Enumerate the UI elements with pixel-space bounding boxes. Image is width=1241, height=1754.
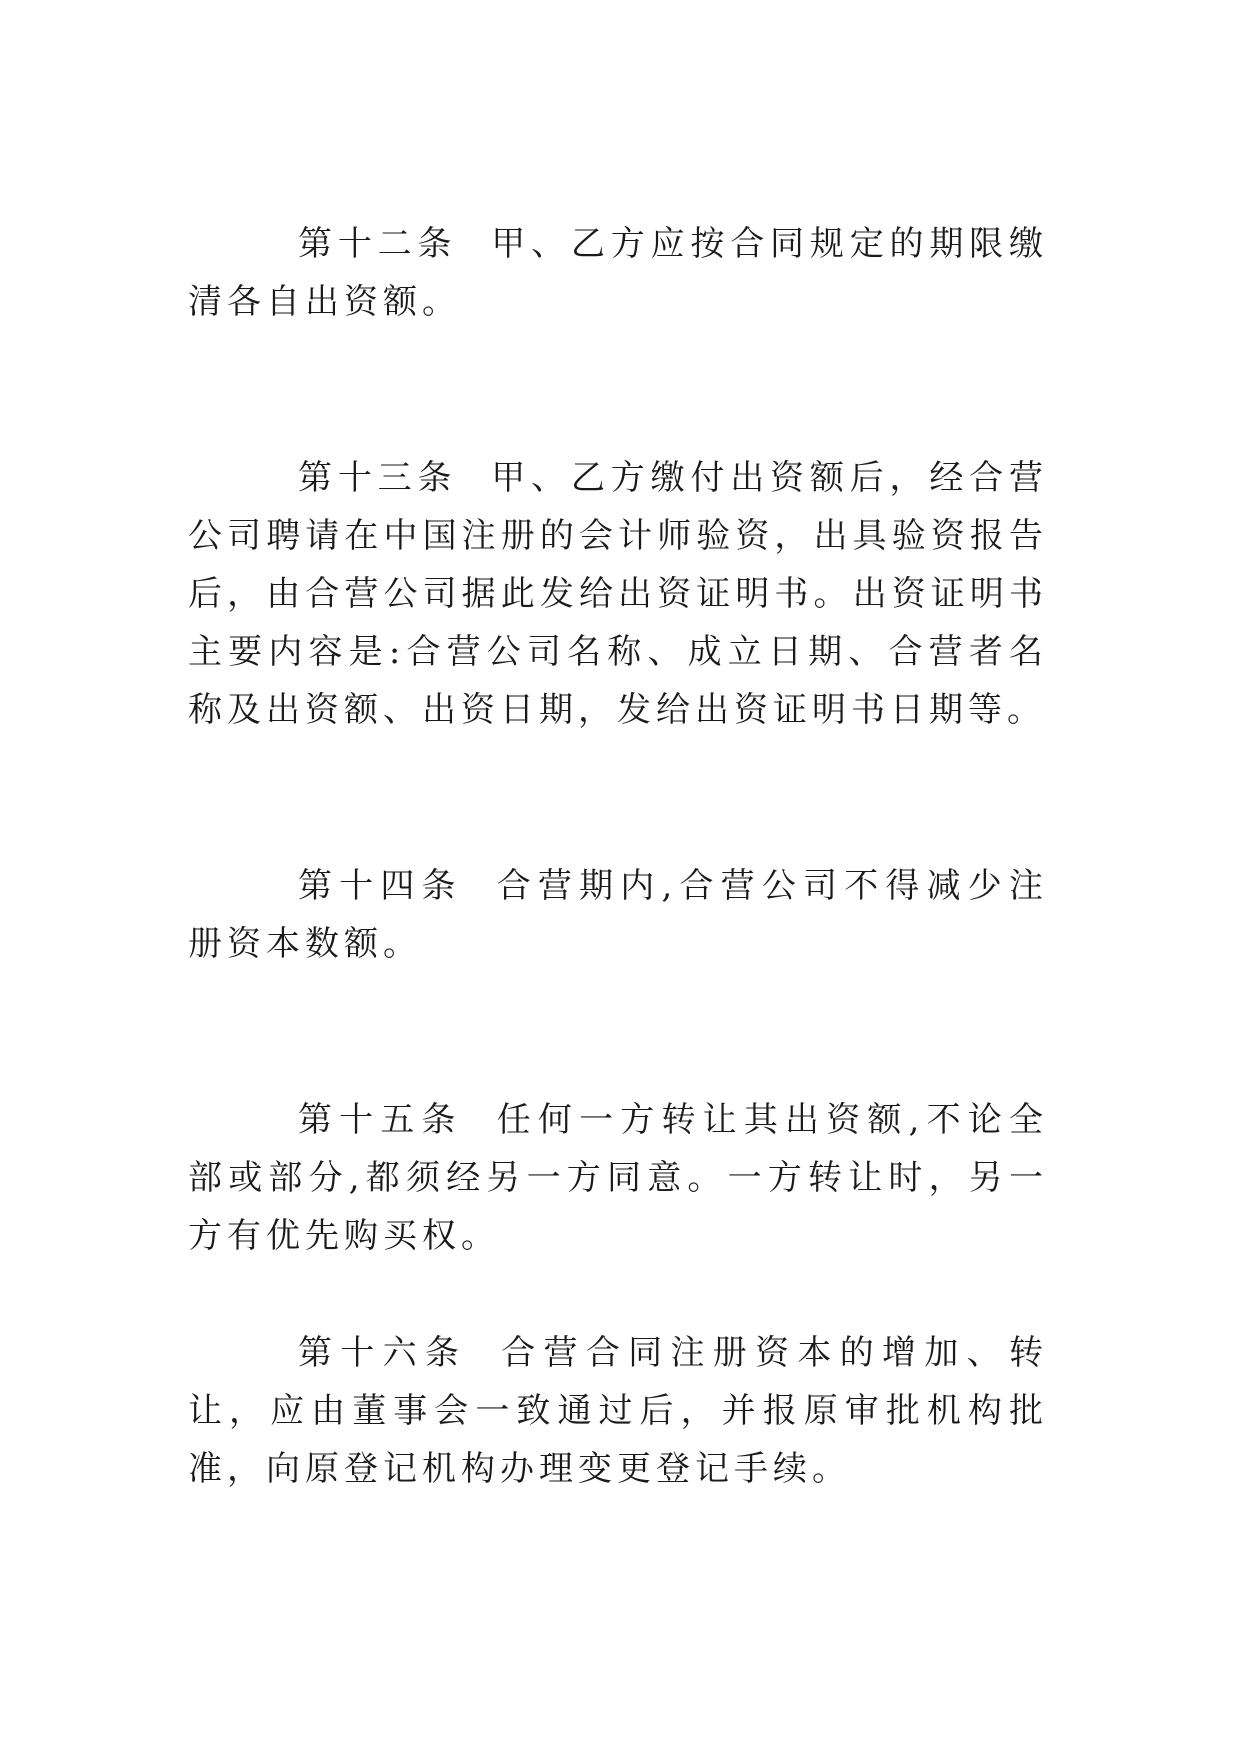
article-number: 第十五条 — [298, 1100, 463, 1140]
article-number: 第十六条 — [298, 1333, 468, 1373]
article-13 — [188, 449, 1048, 739]
article-number: 第十三条 — [298, 458, 458, 498]
article-text: 甲、乙方应按合同规定的期限缴清各自出资额。 — [188, 224, 1049, 322]
article-14 — [188, 857, 1048, 973]
article-number: 第十二条 — [298, 224, 458, 264]
article-15 — [188, 1091, 1048, 1265]
article-12 — [188, 215, 1048, 331]
article-text: 任何一方转让其出资额,不论全部或部分,都须经另一方同意。一方转让时，另一方有优先购买权。 — [188, 1100, 1048, 1256]
article-text: 甲、乙方缴付出资额后，经合营公司聘请在中国注册的会计师验资，出具验资报告后，由合营公司据此发给出资证明书。出资证明书主要内容是:合营公司名称、成立日期、合营者名称及出资额、出资日期，发给出资证明书日期等。 — [188, 458, 1049, 730]
article-text: 合营合同注册资本的增加、转让，应由董事会一致通过后，并报原审批机构批准，向原登记机构办理变更登记手续。 — [188, 1333, 1048, 1489]
article-number: 第十四条 — [298, 866, 463, 906]
article-text: 合营期内,合营公司不得减少注册资本数额。 — [188, 866, 1048, 964]
article-16 — [188, 1324, 1048, 1498]
